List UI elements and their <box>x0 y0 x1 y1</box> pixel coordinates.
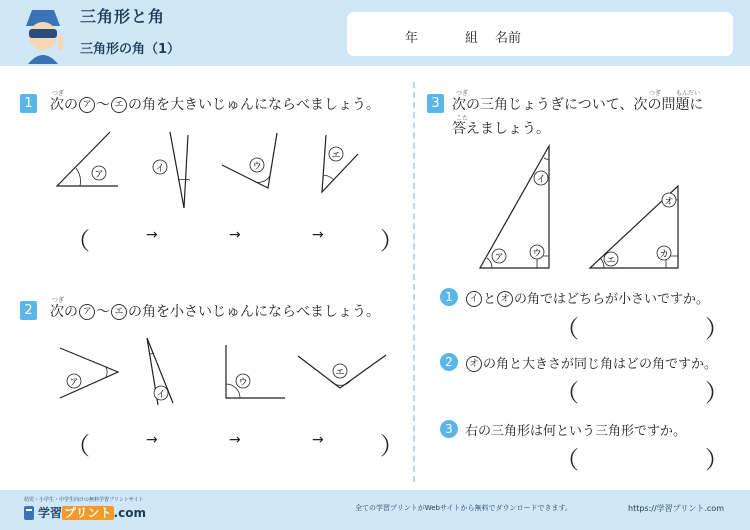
name-label: 名前 <box>495 31 522 46</box>
q3-ruby-mondai: もんだい <box>676 90 701 97</box>
q3-sub1-text: イ と オ の角ではどちらが小さいですか。 <box>465 288 709 307</box>
q3-ruby-tsugi-2: つぎ <box>649 90 662 97</box>
mascot-icon <box>14 6 72 64</box>
footer-logo: 学習 プリント .com <box>38 506 146 520</box>
class-label: 組 <box>465 31 479 46</box>
q3-sub3-number: 3 <box>440 420 458 438</box>
q3-sub1-paren-close: ） <box>705 315 729 343</box>
q2-label-i: イ <box>156 390 166 400</box>
q2-arrow-3: → <box>312 432 324 448</box>
column-divider <box>413 82 415 482</box>
name-box <box>347 12 733 56</box>
page-subtitle: 三角形の角（1） <box>80 42 181 57</box>
tri1-label-a: ア <box>494 253 504 263</box>
q3-sub2-paren-open: （ <box>555 379 579 407</box>
q2-angles-figure <box>0 330 413 410</box>
q2-arrow-2: → <box>229 432 241 448</box>
q3-text-line1: 次の三角じょうぎについて、次の問題に <box>452 97 704 113</box>
q3-number: 3 <box>427 94 444 113</box>
q2-paren-close: ） <box>380 432 404 460</box>
q3-sub2-number: 2 <box>440 353 458 371</box>
q2-text: 次の ア 〜 エ の角を小さいじゅんにならべましょう。 <box>50 304 380 320</box>
q3-sub3-paren-open: （ <box>555 446 579 474</box>
q1-ruby: つぎ <box>52 90 65 97</box>
q2-label-e: エ <box>335 368 345 378</box>
set-squares-figure <box>470 140 690 275</box>
q3-text-line2: 答えましょう。 <box>452 121 550 137</box>
q3-sub2-text: オ の角と大きさが同じ角はどの角ですか。 <box>465 353 717 372</box>
footer-url[interactable]: https://学習プリント.com <box>628 504 724 513</box>
q1-arrow-1: → <box>146 227 158 243</box>
q3-sub3-paren-close: ） <box>705 446 729 474</box>
tri1-label-i: イ <box>536 175 546 185</box>
q2-number: 2 <box>20 301 37 320</box>
tri2-label-e: エ <box>606 256 616 266</box>
tri2-label-ka: カ <box>659 250 669 260</box>
logo-pencil-icon <box>22 505 36 521</box>
q1-label-e: エ <box>331 151 341 161</box>
q2-angle-u <box>226 345 285 398</box>
q1-angle-a <box>57 132 118 186</box>
q3-ruby-tsugi: つぎ <box>456 90 469 97</box>
q1-paren-close: ） <box>380 227 404 255</box>
q2-paren-open: （ <box>66 432 90 460</box>
q2-angle-a <box>60 348 118 398</box>
year-label: 年 <box>405 31 419 46</box>
q1-angles-figure <box>0 120 413 215</box>
footer-notice: 全ての学習プリントがWebサイトから無料でダウンロードできます。 <box>355 504 572 512</box>
q2-arrow-1: → <box>146 432 158 448</box>
q1-label-u: ウ <box>252 162 262 172</box>
q3-sub1-number: 1 <box>440 288 458 306</box>
q1-angle-i <box>170 132 190 208</box>
footer-tagline: 幼児・小学生・中学生向けの無料学習プリントサイト <box>24 497 144 503</box>
q3-ruby-kota: こた <box>456 115 469 122</box>
q1-paren-open: （ <box>66 227 90 255</box>
tri2-label-o: オ <box>664 197 674 207</box>
q2-label-u: ウ <box>238 378 248 388</box>
q2-label-a: ア <box>69 378 79 388</box>
page-title: 三角形と角 <box>80 7 166 26</box>
q3-sub1-paren-open: （ <box>555 315 579 343</box>
q1-label-a: ア <box>94 170 104 180</box>
q1-arrow-3: → <box>312 227 324 243</box>
q3-sub3-text: 右の三角形は何という三角形ですか。 <box>465 424 687 439</box>
q1-angle-u <box>222 133 277 188</box>
q1-number: 1 <box>20 94 37 113</box>
tri1-label-u: ウ <box>532 249 542 259</box>
q3-sub2-paren-close: ） <box>705 379 729 407</box>
q1-label-i: イ <box>155 164 165 174</box>
q1-angle-e <box>322 135 358 192</box>
q2-ruby: つぎ <box>52 297 65 304</box>
q1-arrow-2: → <box>229 227 241 243</box>
q1-text: 次の ア 〜 エ の角を大きいじゅんにならべましょう。 <box>50 97 380 113</box>
